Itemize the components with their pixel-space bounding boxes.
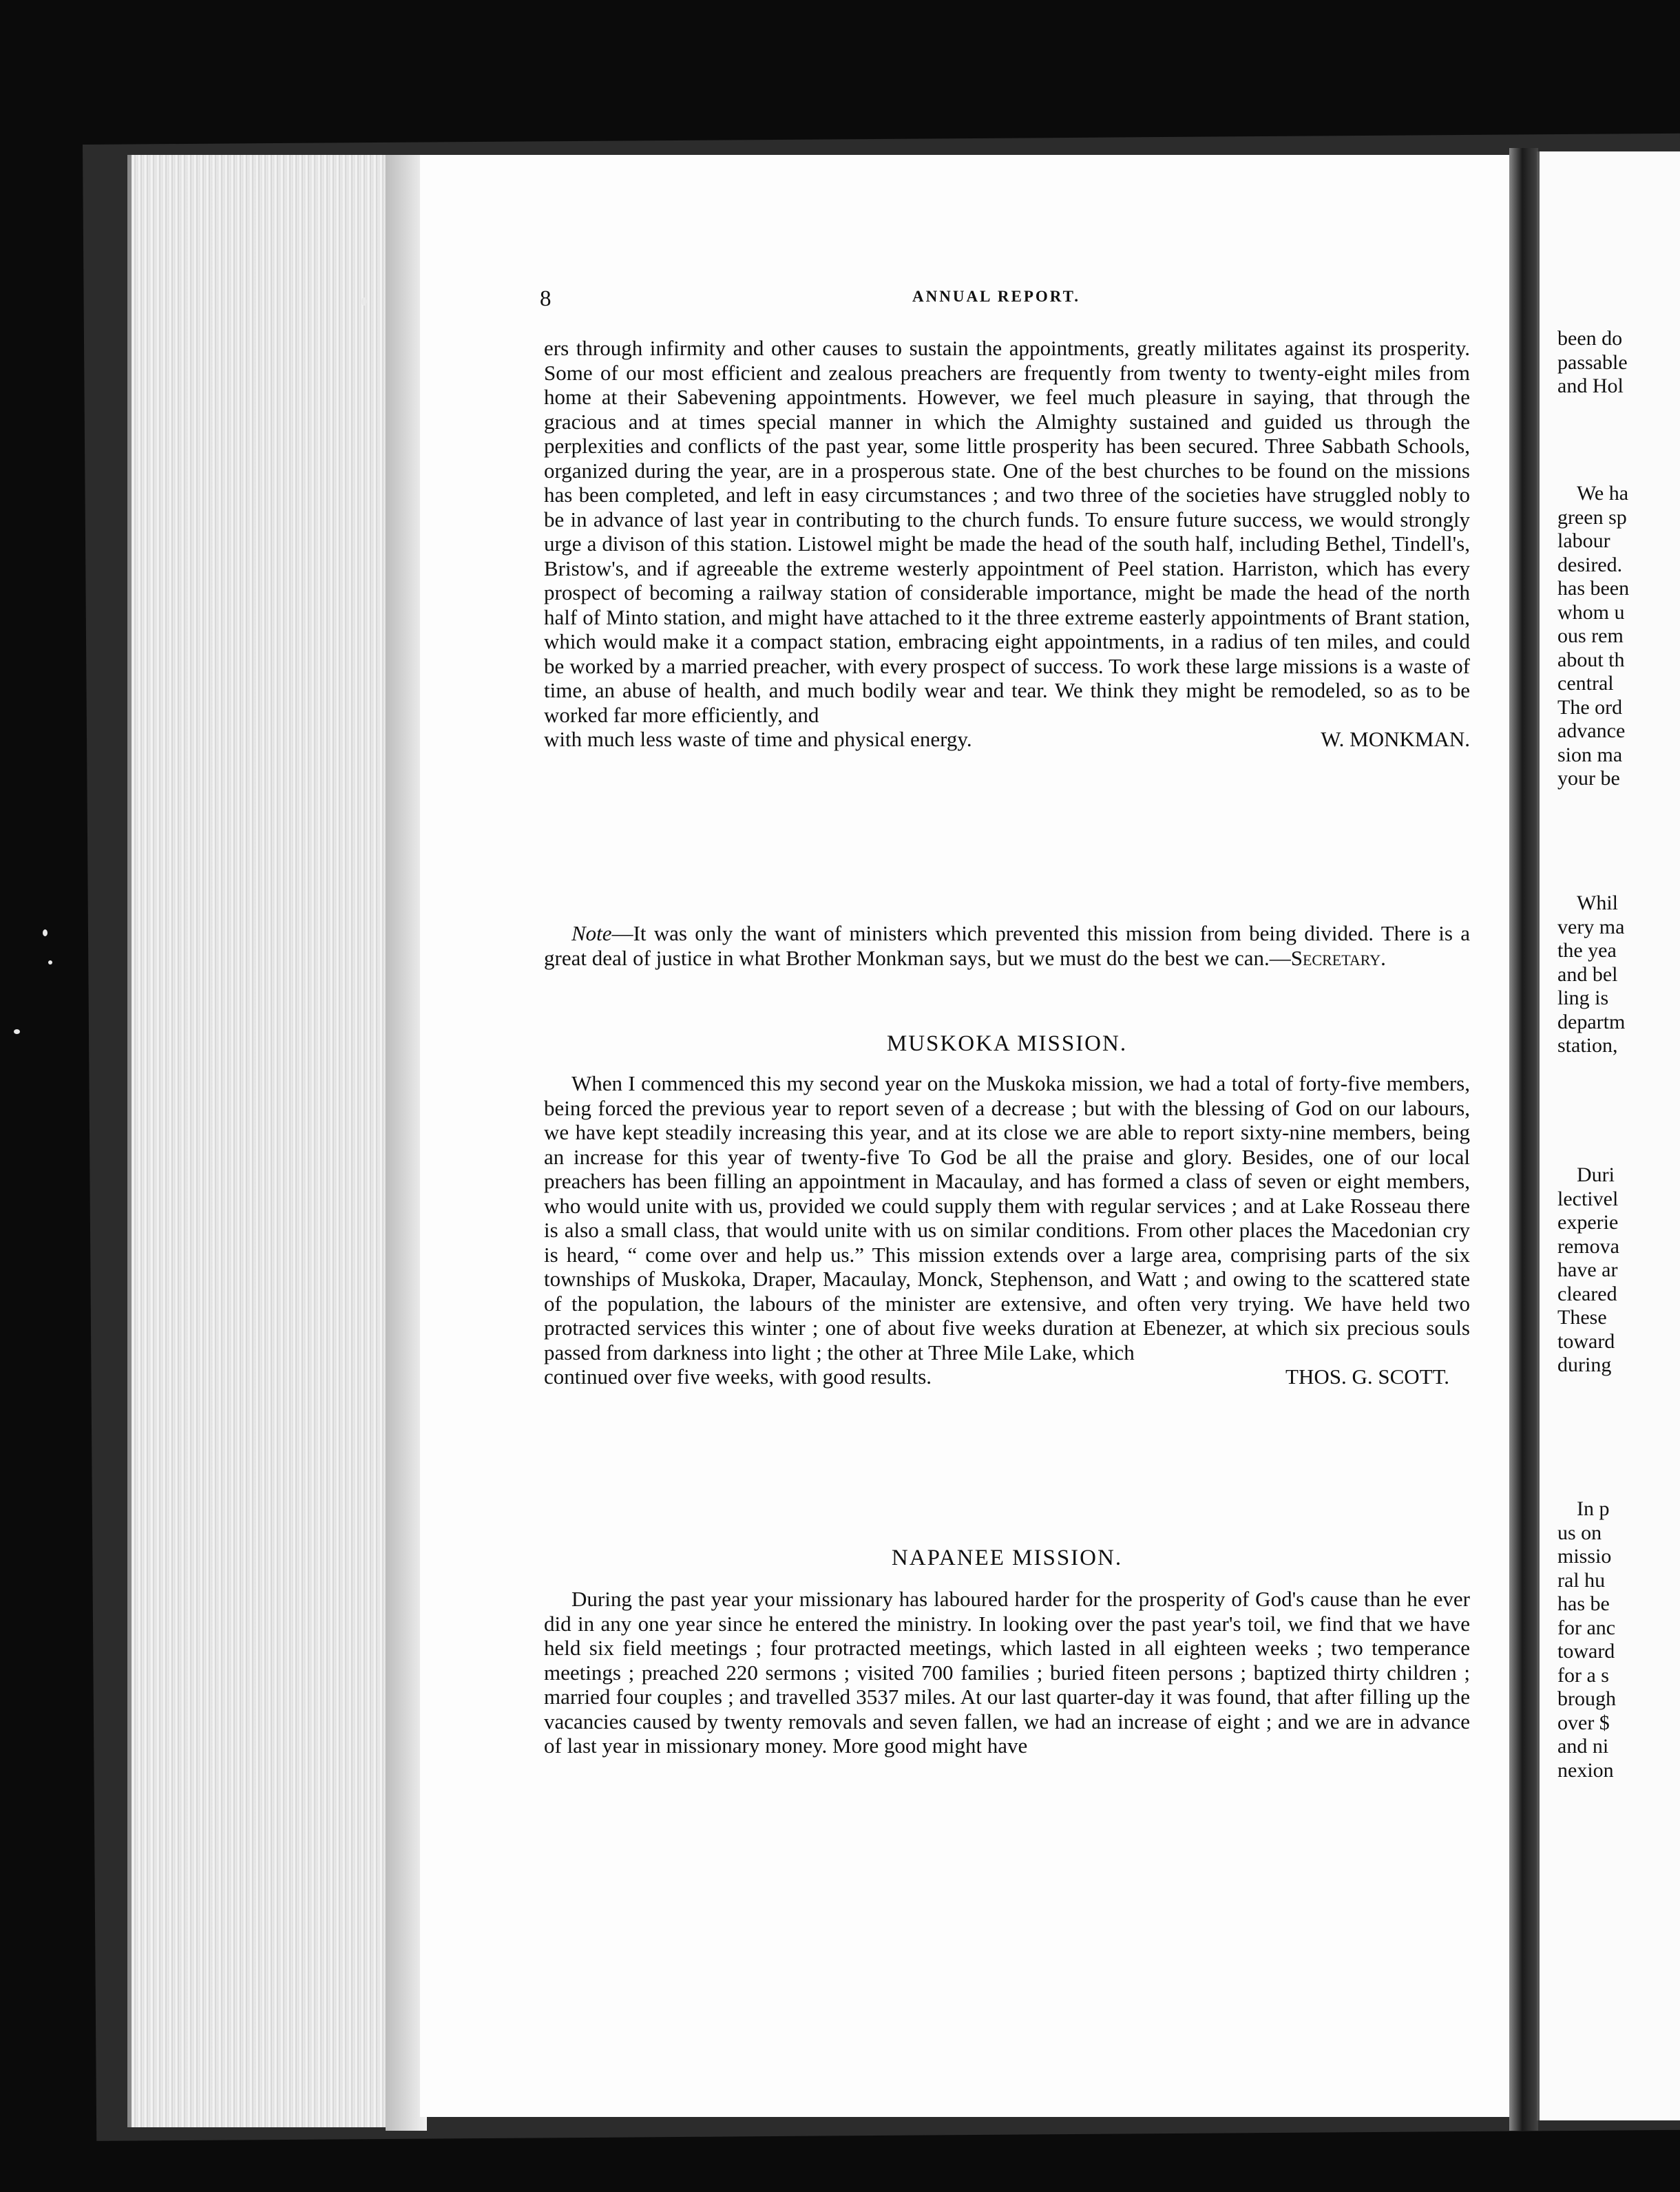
dust-speck [43, 929, 48, 936]
text-line: toward [1557, 1640, 1615, 1663]
text-line: ral hu [1557, 1568, 1606, 1592]
text-line: labour [1557, 529, 1610, 552]
text-line: and ni [1557, 1735, 1609, 1758]
page-number: 8 [540, 286, 552, 311]
right-page-text [1557, 1497, 1680, 1782]
page-edges [127, 155, 421, 2127]
text-line: your be [1557, 767, 1620, 790]
text-line: us on [1557, 1521, 1602, 1544]
note-paragraph [544, 921, 1470, 970]
section-title-napanee: NAPANEE MISSION. [891, 1546, 1123, 1570]
text-line: brough [1557, 1687, 1616, 1710]
text-line: has been [1557, 577, 1630, 600]
note-signoff: Secretary. [1290, 945, 1386, 970]
text-line: and bel [1557, 962, 1618, 986]
text-line: has be [1557, 1592, 1610, 1615]
text-line: experie [1557, 1211, 1619, 1234]
right-page-text [1557, 327, 1680, 399]
text-line: have ar [1557, 1258, 1618, 1281]
napanee-report [544, 1587, 1470, 1758]
book-gutter [1509, 148, 1538, 2131]
running-head: ANNUAL REPORT. [912, 288, 1080, 305]
text-line: about th [1557, 648, 1625, 671]
text-line: remova [1557, 1234, 1619, 1258]
text-line: missio [1557, 1545, 1612, 1568]
text-line: Duri [1577, 1163, 1615, 1186]
text-line: whom u [1557, 600, 1625, 624]
text-line: been do [1557, 327, 1623, 350]
text-line: and Hol [1557, 375, 1624, 397]
right-page-text [1557, 892, 1680, 1058]
note-text: —It was only the want of ministers which prevented this mission from being divided. There is a great deal of justice in what Brother Monkman says, but we must do the best we can.— [544, 921, 1470, 970]
paragraph: ers through infirmity and other causes to sustain the appointments, greatly militates against its prosperity. Some of our most efficient and zealous preachers are frequently from twenty to twenty-eight miles from home at their Sabevening appointments. However, we feel much pleasure in saying, that through the gracious and at times special manner in which the Almighty sustained and guided us through the perplexities and conflicts of the past year, some little prosperity has been secured. Three Sabbath Schools, organized during the year, are in a prosperous state. One of the best churches to be found on the missions has been completed, and left in easy circumstances ; and two three of the societies have struggled nobly to be in advance of last year in contributing to the church funds. To ensure future success, we would strongly urge a divison of this station. Listowel might be made the head of the south half, including Bethel, Tindell's, Bristow's, and if agreeable the extreme westerly appointment of Peel station. Harriston, which has every prospect of becoming a railway station of considerable importance, might be made the head of the north half of Minto station, and might have attached to it the three extreme easterly appointments of Brant station, which would make it a compact station, embracing eight appointments, in a radius of ten miles, and could be worked by a married preacher, with every prospect of success. To work these large missions is a waste of time, an abuse of health, and much bodily wear and tear. We think they might be remodeled, so as to be worked far more efficiently, and [544, 336, 1470, 727]
text-line: over $ [1557, 1711, 1610, 1734]
signature: W. MONKMAN. [1321, 727, 1470, 751]
text-line: station, [1557, 1034, 1618, 1057]
text-line: for anc [1557, 1616, 1616, 1639]
text-line: These [1557, 1306, 1607, 1329]
text-line: The ord [1557, 695, 1623, 719]
text-line: the yea [1557, 939, 1617, 962]
text-line: departm [1557, 1010, 1626, 1033]
right-page-text [1557, 1163, 1680, 1378]
paragraph: During the past year your missionary has laboured harder for the prosperity of God's cause than he ever did in any one year since he entered the ministry. In looking over the past year's toil, we find that we have held six field meetings ; four protracted meetings, which lasted in all eighteen weeks ; two temperance meetings ; preached 220 sermons ; visited 700 families ; buried fiteen persons ; baptized thirty children ; married four couples ; and travelled 3537 miles. At our last quarter-day it was found, that after filling up the vacancies caused by twenty removals and seven fallen, we had an increase of eight ; and we are in advance of last year in missionary money. More good might have [544, 1587, 1470, 1758]
right-page-text [1557, 482, 1680, 791]
right-page [1537, 151, 1680, 2120]
text-line: nexion [1557, 1758, 1614, 1782]
muskoka-report [544, 1071, 1470, 1389]
text-line: We ha [1577, 482, 1629, 505]
secretary-note [544, 921, 1470, 970]
text-line: toward [1557, 1329, 1615, 1353]
text-line: lectivel [1557, 1187, 1619, 1210]
text-line: advance [1557, 719, 1626, 742]
paragraph: When I commenced this my second year on the Muskoka mission, we had a total of forty-five members, being forced the previous year to report seven of a decrease ; but with the blessing of God on our labours, we have kept steadily increasing this year, and at its close we are able to report sixty-nine members, being an increase for this year of twenty-five To God be all the praise and glory. Besides, one of our local preachers has been filling an appointment in Macaulay, and has formed a class of seven or eight members, who would unite with us, provided we could supply them with regular services ; and at Lake Rosseau there is also a small class, that would unite with us on similar conditions. From other places the Macedonian cry is heard, “ come over and help us.” This mission extends over a large area, comprising parts of the six townships of Muskoka, Draper, Macaulay, Monck, Stephenson, and Watt ; and owing to the scattered state of the population, the labours of the minister are extensive, and often very trying. We have held two protracted services this winter ; one of about five weeks duration at Ebenezer, at which six precious souls passed from darkness into light ; the other at Three Mile Lake, which [544, 1071, 1470, 1364]
text-line: In p [1577, 1497, 1610, 1520]
text-line: very ma [1557, 915, 1625, 938]
section-title-muskoka: MUSKOKA MISSION. [886, 1031, 1128, 1056]
text-line: cleared [1557, 1282, 1617, 1305]
text-line: central [1557, 672, 1614, 695]
note-label: Note [571, 921, 612, 945]
text-line: Whil [1577, 892, 1618, 914]
text-line: passable [1557, 350, 1628, 374]
dust-speck [48, 960, 52, 965]
report-continuation [544, 336, 1470, 752]
dust-speck [361, 297, 367, 306]
closing-text: with much less waste of time and physical energy. [544, 727, 972, 751]
signature: THOS. G. SCOTT. [1285, 1364, 1449, 1389]
text-line: desired. [1557, 553, 1623, 576]
text-line: ling is [1557, 987, 1609, 1009]
dust-speck [14, 1029, 20, 1034]
closing-text: continued over five weeks, with good results. [544, 1364, 932, 1389]
text-line: green sp [1557, 505, 1627, 529]
signature-line [544, 727, 1470, 752]
text-line: ous rem [1557, 624, 1624, 647]
text-line: for a s [1557, 1663, 1609, 1687]
text-line: during [1557, 1353, 1612, 1376]
text-line: sion ma [1557, 743, 1623, 766]
signature-line [544, 1364, 1470, 1389]
